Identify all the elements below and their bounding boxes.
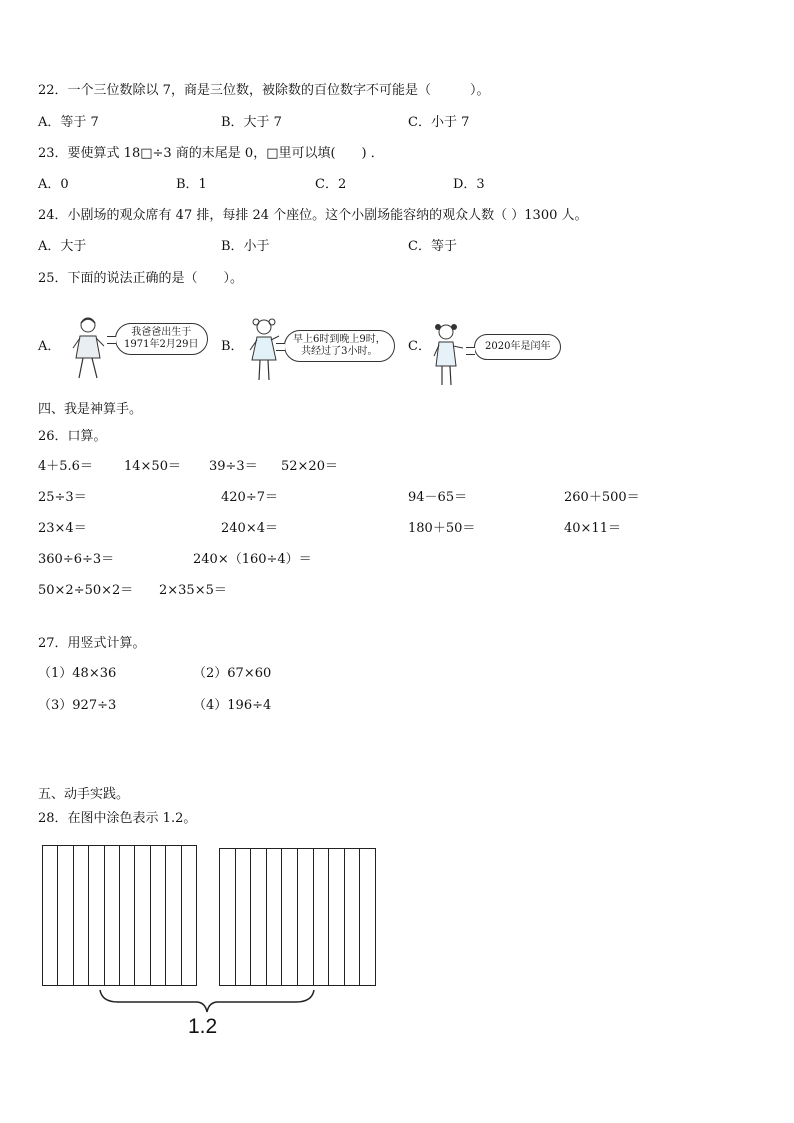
q26-stem: 26．口算。 xyxy=(38,429,107,444)
grid-column[interactable] xyxy=(105,846,120,985)
q25-bubble-b-line1: 早上6时到晚上9时， xyxy=(293,334,386,345)
q26-r3-c3: 180＋50＝ xyxy=(408,521,476,536)
grid-column[interactable] xyxy=(166,846,181,985)
q25-option-c-label: C． xyxy=(408,339,431,354)
q28-stem: 28．在图中涂色表示 1.2。 xyxy=(38,811,197,826)
grid-column[interactable] xyxy=(74,846,89,985)
q26-r4-c2: 240×（160÷4）＝ xyxy=(193,552,312,567)
girl-figure-a-icon xyxy=(70,316,106,382)
q22-option-c: C．小于 7 xyxy=(408,115,470,130)
q26-r4-c1: 360÷6÷3＝ xyxy=(38,552,115,567)
grid-column[interactable] xyxy=(89,846,104,985)
q26-r3-c2: 240×4＝ xyxy=(221,521,278,536)
q26-r2-c2: 420÷7＝ xyxy=(221,490,278,505)
grid-column[interactable] xyxy=(151,846,166,985)
grid-column[interactable] xyxy=(43,846,58,985)
q25-stem: 25．下面的说法正确的是（ ）。 xyxy=(38,271,244,286)
grid-column[interactable] xyxy=(120,846,135,985)
q26-r3-c1: 23×4＝ xyxy=(38,521,87,536)
q25-bubble-b xyxy=(284,330,395,362)
grid-column[interactable] xyxy=(360,849,375,985)
grid-column[interactable] xyxy=(345,849,361,985)
grid-column[interactable] xyxy=(298,849,314,985)
q26-r1-c2: 14×50＝ xyxy=(124,459,181,474)
q24-option-b: B．小于 xyxy=(221,239,270,254)
q27-item-2: （2）67×60 xyxy=(193,666,272,681)
q22-option-a: A．等于 7 xyxy=(38,115,99,130)
q24-option-a: A．大于 xyxy=(38,239,87,254)
q25-option-a-label: A． xyxy=(38,339,61,354)
q23-option-b: B．1 xyxy=(176,177,207,192)
q28-grid-left[interactable] xyxy=(42,845,197,986)
grid-column[interactable] xyxy=(135,846,150,985)
girl-figure-c-icon xyxy=(430,322,466,388)
q25-bubble-a xyxy=(115,323,208,355)
q25-bubble-c xyxy=(474,334,561,360)
q23-option-d: D．3 xyxy=(453,177,485,192)
grid-column[interactable] xyxy=(58,846,73,985)
q27-item-1: （1）48×36 xyxy=(38,666,117,681)
q26-r2-c4: 260＋500＝ xyxy=(564,490,640,505)
q28-grid-right[interactable] xyxy=(219,848,376,986)
q26-r5-c1: 50×2÷50×2＝ xyxy=(38,583,134,598)
q26-r1-c4: 52×20＝ xyxy=(281,459,338,474)
q23-option-a: A．0 xyxy=(38,177,69,192)
q26-r3-c4: 40×11＝ xyxy=(564,521,621,536)
q26-r5-c2: 2×35×5＝ xyxy=(159,583,227,598)
section-5-heading: 五、动手实践。 xyxy=(38,787,130,802)
grid-column[interactable] xyxy=(267,849,283,985)
q26-r2-c3: 94－65＝ xyxy=(408,490,468,505)
q25-bubble-b-line2: 共经过了3小时。 xyxy=(301,346,378,357)
q26-r2-c1: 25÷3＝ xyxy=(38,490,87,505)
q27-item-4: （4）196÷4 xyxy=(193,698,272,713)
grid-column[interactable] xyxy=(329,849,345,985)
q22-stem: 22．一个三位数除以 7，商是三位数，被除数的百位数字不可能是（ ）。 xyxy=(38,83,490,98)
q28-curly-brace xyxy=(98,988,316,1014)
q25-bubble-c-line1: 2020年是闰年 xyxy=(485,341,551,352)
girl-figure-b-icon xyxy=(247,318,281,384)
q26-r1-c1: 4＋5.6＝ xyxy=(38,459,93,474)
grid-column[interactable] xyxy=(182,846,196,985)
q23-option-c: C．2 xyxy=(315,177,347,192)
q24-stem: 24．小剧场的观众席有 47 排，每排 24 个座位。这个小剧场能容纳的观众人数（ ）1300 人。 xyxy=(38,208,588,223)
grid-column[interactable] xyxy=(251,849,267,985)
q25-bubble-a-line1: 我爸爸出生于 xyxy=(131,327,192,338)
grid-column[interactable] xyxy=(236,849,252,985)
q27-item-3: （3）927÷3 xyxy=(38,698,117,713)
q25-bubble-a-line2: 1971年2月29日 xyxy=(124,339,199,350)
q23-stem: 23．要使算式 18□÷3 商的末尾是 0，□里可以填( ) ． xyxy=(38,146,384,161)
q28-label: 1.2 xyxy=(188,1015,218,1038)
q27-stem: 27．用竖式计算。 xyxy=(38,636,146,651)
section-4-heading: 四、我是神算手。 xyxy=(38,402,143,417)
q22-option-b: B．大于 7 xyxy=(221,115,282,130)
grid-column[interactable] xyxy=(282,849,298,985)
q26-r1-c3: 39÷3＝ xyxy=(209,459,258,474)
grid-column[interactable] xyxy=(220,849,236,985)
q24-option-c: C．等于 xyxy=(408,239,457,254)
grid-column[interactable] xyxy=(314,849,330,985)
q25-option-b-label: B． xyxy=(221,339,244,354)
